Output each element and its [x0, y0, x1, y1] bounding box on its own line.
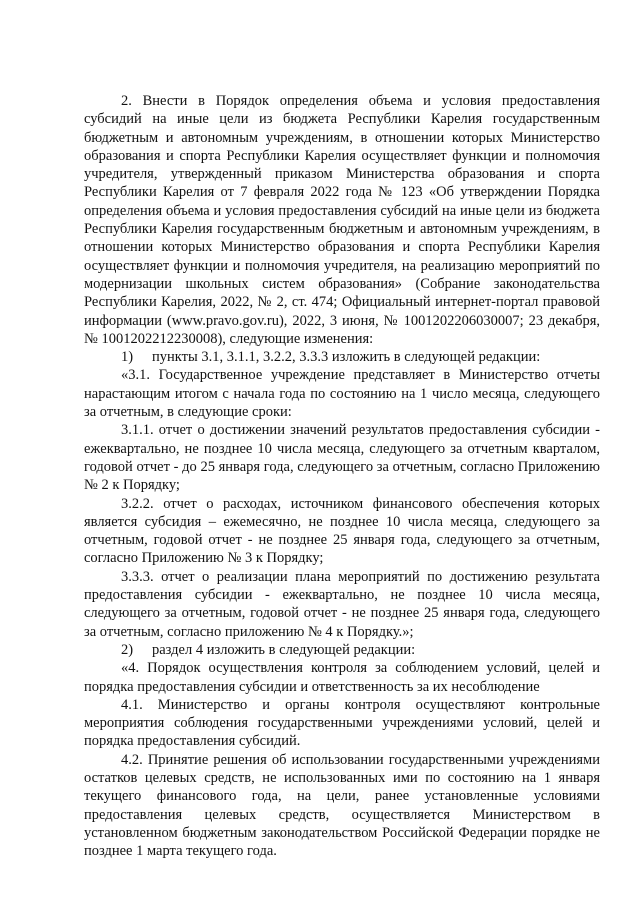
paragraph-4-1: 4.1. Министерство и органы контроля осуществляют контрольные мероприятия соблюдения государственными учреждениями условий, целей и порядка предоставления субсидий.: [84, 696, 600, 750]
list-item-1: [84, 348, 600, 366]
paragraph-3-1: «3.1. Государственное учреждение представляет в Министерство отчеты нарастающим итогом с начала года по состоянию на 1 число месяца, следующего за отчетным, в следующие сроки:: [84, 367, 600, 421]
paragraph-3-1-1: 3.1.1. отчет о достижении значений результатов предоставления субсидии - ежеквартально, не позднее 10 числа месяца, следующего за отчетным кварталом, годовой отчет - до 25 января года, следующего за отчетным, согласно Приложению № 2 к Порядку;: [84, 422, 600, 494]
list-item-number: 2): [121, 641, 134, 658]
document-page: [84, 92, 600, 860]
paragraph-amendment-intro: 2. Внести в Порядок определения объема и условия предоставления субсидий на иные цели из бюджета Республики Карелия государственным бюджетным и автономным учреждениям, в отношении которых Министерство образования и спорта Республики Карелия осуществляет функции и полномочия учредителя, утвержденный приказом Министерства образования и спорта Республики Карелия от 7 февраля 2022 года № 123 «Об утверждении Порядка определения объема и условия предоставления субсидий на иные цели из бюджета Республики Карелия государственным бюджетным и автономным учреждениям, в отношении которых Министерство образования и спорта Республики Карелия осуществляет функции и полномочия учредителя, на реализацию мероприятий по модернизации школьных систем образования» (Собрание законодательства Республики Карелия, 2022, № 2, ст. 474; Официальный интернет-портал правовой информации (www.pravo.gov.ru), 2022, 3 июня, № 1001202206030007; 23 декабря, № 1001202212230008), следующие изменения:: [84, 93, 600, 347]
list-item-text: пункты 3.1, 3.1.1, 3.2.2, 3.3.3 изложить в следующей редакции:: [152, 349, 541, 366]
section-4-heading: «4. Порядок осуществления контроля за соблюдением условий, целей и порядка предоставления субсидии и ответственность за их несоблюдение: [84, 660, 600, 695]
list-item-number: 1): [121, 349, 134, 366]
list-item-2: [84, 641, 600, 659]
paragraph-3-3-3: 3.3.3. отчет о реализации плана мероприятий по достижению результата предоставления субсидии - ежеквартально, не позднее 10 числа месяца, следующего за отчетным, годовой отчет - не позднее 25 января года, следующего за отчетным, согласно приложению № 4 к Порядку.»;: [84, 568, 600, 640]
paragraph-3-2-2: 3.2.2. отчет о расходах, источником финансового обеспечения которых является субсидия – ежемесячно, не позднее 10 числа месяца, следующего за отчетным, годовой отчет - не позднее 25 января года, следующего за отчетным, согласно Приложению № 3 к Порядку;: [84, 495, 600, 567]
list-item-text: раздел 4 изложить в следующей редакции:: [152, 641, 416, 658]
paragraph-4-2: 4.2. Принятие решения об использовании государственными учреждениями остатков целевых средств, не использованных ими по состоянию на 1 января текущего финансового года, на цели, ранее установленные условиями предоставления целевых средств, осуществляется Министерством в установленном бюджетным законодательством Российской Федерации порядке не позднее 1 марта текущего года.: [84, 751, 600, 860]
